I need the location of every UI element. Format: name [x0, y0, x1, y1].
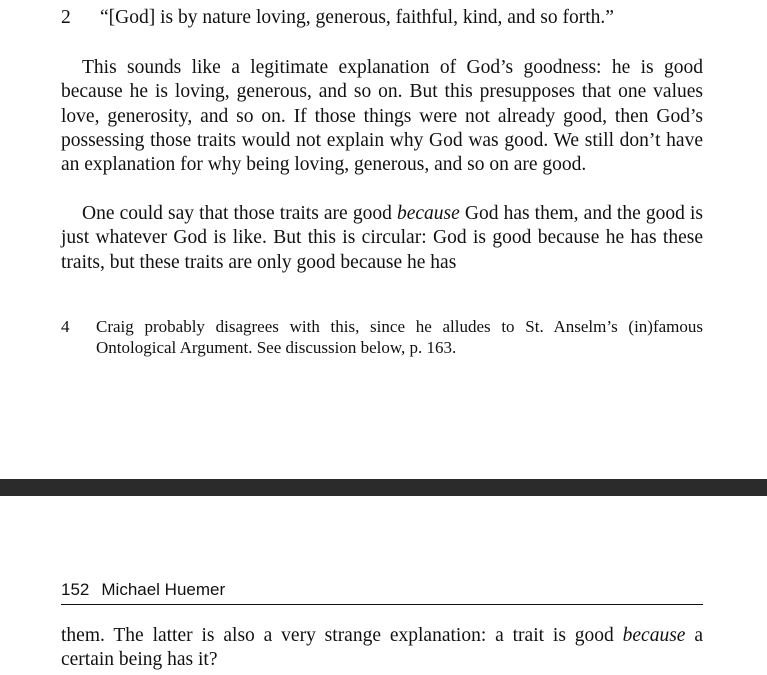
- body-paragraph-3: [61, 624, 703, 673]
- paragraph-2-after: God has them, and the good is just whatever God is like. But this is circular: God is good because he has these traits, but these traits are only good because he has: [61, 203, 703, 273]
- footnote: [61, 316, 703, 358]
- footnote-number: 4: [61, 317, 70, 336]
- paragraph-3-emphasis: because: [622, 625, 686, 646]
- running-head: [61, 578, 703, 605]
- list-item-text: “[God] is by nature loving, generous, faithful, kind, and so forth.”: [100, 7, 614, 28]
- footnote-text: Craig probably disagrees with this, since he alludes to St. Anselm’s (in)famous Ontological Argument. See discussion below, p. 163.: [96, 317, 703, 357]
- running-head-author: Michael Huemer: [101, 580, 226, 599]
- page-number: 152: [61, 580, 90, 599]
- paragraph-2-before: One could say that those traits are good: [82, 203, 397, 224]
- body-paragraph-2: [61, 202, 703, 275]
- paragraph-2-emphasis: because: [396, 203, 460, 224]
- page-break-bar: [0, 479, 767, 496]
- body-paragraph-1: This sounds like a legitimate explanation of God’s goodness: he is good because he is loving, generous, and so on. But this presupposes that one values love, generosity, and so on. If those things were not already good, then God’s possessing those traits would not explain why God was good. We still don’t have an explanation for why being loving, generous, and so on are good.: [61, 57, 703, 176]
- numbered-list-item: [61, 6, 703, 30]
- paragraph-3-before: them. The latter is also a very strange explanation: a trait is good: [61, 625, 623, 646]
- list-item-number: 2: [61, 7, 71, 28]
- paragraph-3-after: a certain being has it?: [61, 625, 703, 671]
